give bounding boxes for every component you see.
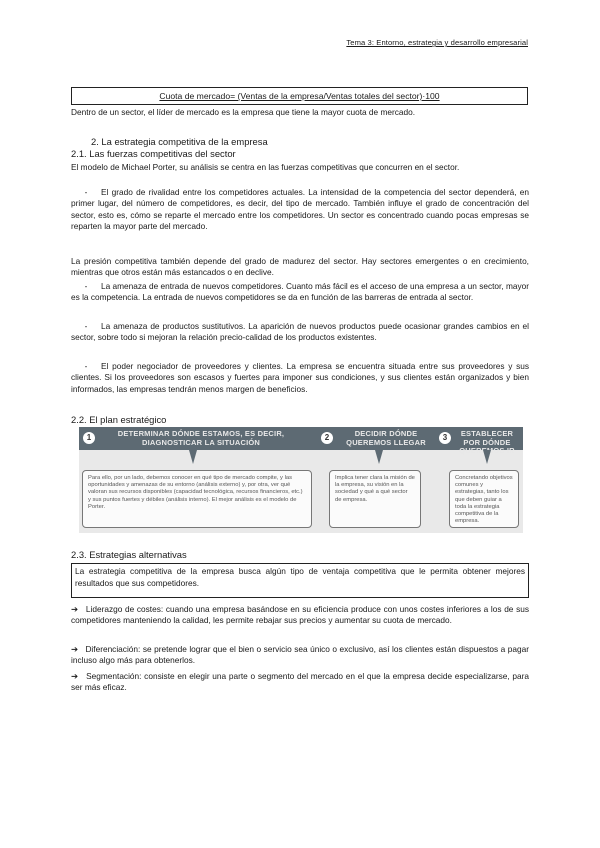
competitive-strategy-box: La estrategia competitiva de la empresa busca algún tipo de ventaja competitiva que le permita obtener mejores resultados que sus competidores. <box>71 563 529 598</box>
strategy-differentiation: ➔ Diferenciación: se pretende lograr que el bien o servicio sea único o exclusivo, así los clientes están dispuestos a pagar incluso algo más para obtenerlos. <box>71 644 529 666</box>
bullet: - <box>84 281 88 291</box>
section-2-title: 2. La estrategia competitiva de la empresa <box>91 136 268 147</box>
step-1-title: DETERMINAR DÓNDE ESTAMOS, ES DECIR, DIAGNOSTICAR LA SITUACIÓN <box>117 429 285 447</box>
formula-text: Cuota de mercado= (Ventas de la empresa/Ventas totales del sector)·100 <box>159 91 440 101</box>
step-3-number: 3 <box>439 432 451 444</box>
step-1-card: Para ello, por un lado, debemos conocer en qué tipo de mercado compite, y las oportunidades y amenazas de su entorno (análisis externo) y, por otra, ver qué valoran sus recursos disponibles (capacidad tecnológica, recursos financieros, etc.) y sus puntos fuertes y débiles (análisis interno). El mejor análisis es el modelo de Porter. <box>82 470 312 528</box>
step-3-arrow-icon <box>483 450 491 464</box>
page-header: Tema 3: Entorno, estrategia y desarrollo empresarial <box>346 38 528 47</box>
porter-intro: El modelo de Michael Porter, su análisis se centra en las fuerzas competitivas que concurren en el sector. <box>71 162 460 172</box>
step-2-card: Implica tener clara la misión de la empresa, su visión en la sociedad y qué a qué sector de empresa. <box>329 470 421 528</box>
force-substitutes: - La amenaza de productos sustitutivos. La aparición de nuevos productos puede ocasionar grandes cambios en el sector, sobre todo si mejoran la relación precio-calidad de los productos existentes. <box>71 321 529 343</box>
formula-box <box>71 87 528 105</box>
leader-text: Dentro de un sector, el líder de mercado es la empresa que tiene la mayor cuota de mercado. <box>71 107 416 117</box>
section-2-3-title: 2.3. Estrategias alternativas <box>71 549 187 560</box>
bullet: - <box>84 361 88 371</box>
bullet: - <box>84 321 88 331</box>
force-bargaining: - El poder negociador de proveedores y clientes. La empresa se encuentra situada entre sus proveedores y sus clientes. Si los proveedores son escasos y fuertes para imponer sus condiciones, y sus clientes están organizados y bien informados, las empresas tendrán menos margen de beneficios. <box>71 361 529 394</box>
step-1-arrow-icon <box>189 450 197 464</box>
force-new-entrants: - La amenaza de entrada de nuevos competidores. Cuanto más fácil es el acceso de una empresa a un sector, mayor es la competencia. La entrada de nuevos competidores se da en función de las barreras de entrada al sector. <box>71 281 529 303</box>
maturity-text: La presión competitiva también depende del grado de madurez del sector. Hay sectores emergentes o en crecimiento, mientras que otros están más estancados o en declive. <box>71 256 529 278</box>
step-2-arrow-icon <box>375 450 383 464</box>
bullet: - <box>84 187 88 197</box>
section-2-1-title: 2.1. Las fuerzas competitivas del sector <box>71 148 236 159</box>
step-3-card: Concretando objetivos comunes y estrategias, tanto los que deben guiar a toda la estrategia competitiva de la empresa. <box>449 470 519 528</box>
section-2-2-title: 2.2. El plan estratégico <box>71 414 167 425</box>
strategy-cost-leadership: ➔ Liderazgo de costes: cuando una empresa basándose en su eficiencia produce con unos costes inferiores a los de sus competidores manteniendo la calidad, les permite rebajar sus precios y aumentar su cuota de mercado. <box>71 604 529 626</box>
force-rivalry: - El grado de rivalidad entre los competidores actuales. La intensidad de la competencia del sector dependerá, en primer lugar, del número de competidores, es decir, del tipo de mercado. También influye el grado de concentración del sector, esto es, cómo se reparte el mercado entre los competidores. Un sector es concentrado cuando pocas empresas se reparten la mayor parte del mercado. <box>71 187 529 232</box>
step-2-number: 2 <box>321 432 333 444</box>
step-2-title: DECIDIR DÓNDE QUEREMOS LLEGAR <box>346 429 426 447</box>
arrow-right-icon: ➔ <box>71 604 78 614</box>
arrow-right-icon: ➔ <box>71 671 78 681</box>
strategic-plan-figure <box>79 427 523 533</box>
arrow-right-icon: ➔ <box>71 644 78 654</box>
step-1-number: 1 <box>83 432 95 444</box>
strategy-segmentation: ➔ Segmentación: consiste en elegir una parte o segmento del mercado en el que la empresa decide especializarse, para ser más eficaz. <box>71 671 529 693</box>
step-3-title: ESTABLECER POR DÓNDE QUEREMOS IR <box>459 429 515 455</box>
